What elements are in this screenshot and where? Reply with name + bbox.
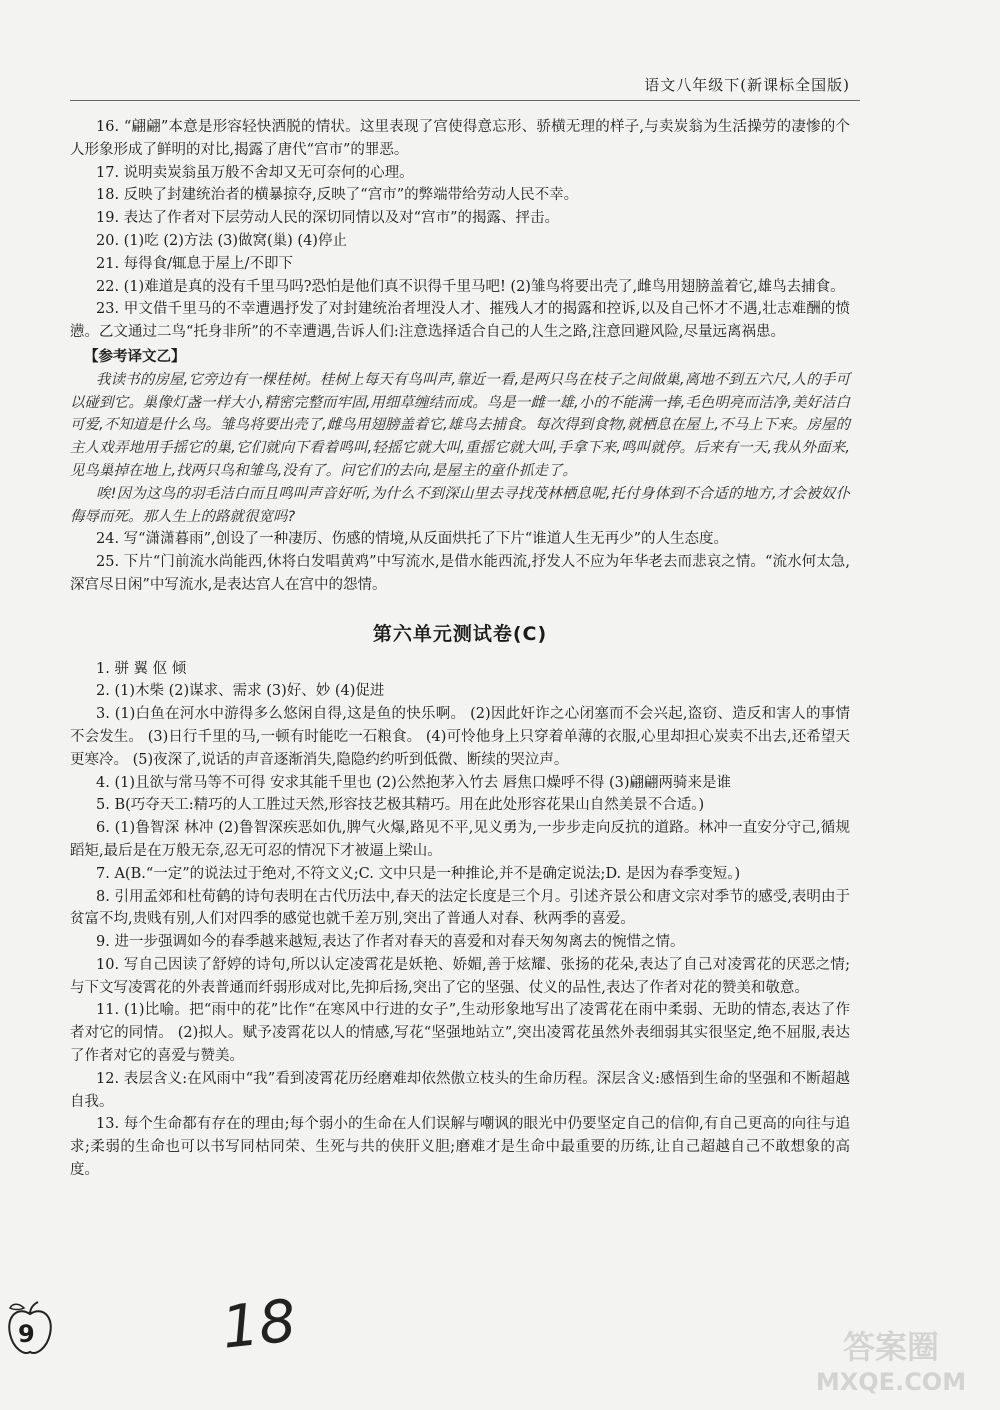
- watermark-logo: [796, 1322, 986, 1398]
- answer-item: 20. (1)吃 (2)方法 (3)做窝(巢) (4)停止: [96, 232, 347, 249]
- answer-item: 23. 甲文借千里马的不幸遭遇抒发了对封建统治者埋没人才、摧残人才的揭露和控诉,以及自己怀才不遇,壮志难酬的愤懑。乙文通过二鸟“托身非所”的不幸遭遇,告诉人们:注意选择适合自己的人生之路,注意回避风险,尽量远离祸患。: [70, 301, 850, 341]
- answer-item: 25. 下片“门前流水尚能西,休将白发唱黄鸡”中写流水,是借水能西流,抒发人不应为年华老去而悲哀之情。“流水何太急,深宫尽日闲”中写流水,是表达宫人在宫中的怨情。: [70, 554, 850, 593]
- answer-item: 2. (1)木柴 (2)谋求、需求 (3)好、妙 (4)促进: [96, 683, 385, 700]
- answer-item: 9. 进一步强调如今的春季越来越短,表达了作者对春天的喜爱和对春天匆匆离去的惋惜之情。: [96, 934, 685, 951]
- watermark-line1: 答案圈: [842, 1328, 940, 1366]
- answer-item: 19. 表达了作者对下层劳动人民的深切同情以及对“宫市”的揭露、抨击。: [96, 210, 559, 227]
- section-title: 第六单元测试卷(C): [372, 622, 548, 645]
- header-rule: [70, 100, 860, 101]
- answer-item: 24. 写“潇潇暮雨”,创设了一种凄厉、伤感的情境,从反面烘托了下片“谁道人生无再少”的人生态度。: [96, 531, 729, 548]
- answer-item: 21. 每得食/辄息于屋上/不即下: [96, 255, 293, 272]
- answer-item: 12. 表层含义:在风雨中“我”看到凌霄花历经磨难却依然傲立枝头的生命历程。深层含义:感悟到生命的坚强和不断超越自我。: [70, 1070, 850, 1110]
- answer-item: 6. (1)鲁智深 林冲 (2)鲁智深疾恶如仇,脾气火爆,路见不平,见义勇为,一步步走向反抗的道路。林冲一直安分守己,循规蹈矩,最后是在万般无奈,忍无可忍的情况下才被逼上梁山。: [70, 820, 850, 859]
- answer-item: 10. 写自己因读了舒婷的诗句,所以认定凌霄花是妖艳、娇媚,善于炫耀、张扬的花朵,表达了自己对凌霄花的厌恶之情;与下文写凌霄花的外表普通而纤弱形成对比,先抑后扬,突出了它的坚强、仗义的品性,表达了作者对花的赞美和敬意。: [70, 956, 850, 996]
- answer-item: 8. 引用孟郊和杜荀鹤的诗句表明在古代历法中,春天的法定长度是三个月。引述齐景公和唐文宗对季节的感受,表明由于贫富不均,贵贱有别,人们对四季的感觉也就千差万别,突出了普通人对春、秋两季的喜爱。: [70, 888, 850, 928]
- reference-paragraph: 我读书的房屋,它旁边有一棵桂树。桂树上每天有鸟叫声,靠近一看,是两只鸟在枝子之间做巢,离地不到五六尺,人的手可以碰到它。巢像灯盏一样大小,精密完整而牢固,用细草缠结而成。鸟是一雌一雄,小的不能满一捧,毛色明亮而洁净,美好洁白可爱,不知道是什么鸟。雏鸟将要出壳了,雌鸟用翅膀盖着它,雄鸟去捕食。每次得到食物,就栖息在屋上,不马上下来。房屋的主人戏弄地用手摇它的巢,它们就向下看着鸣叫,轻摇它就大叫,重摇它就大叫,手拿下来,鸣叫就停。后来有一天,我从外面来,见鸟巢掉在地上,找两只鸟和雏鸟,没有了。问它们的去向,是屋主的童仆抓走了。: [70, 371, 850, 479]
- answer-item: 7. A(B.“一定”的说法过于绝对,不符文义;C. 文中只是一种推论,并不是确定说法;D. 是因为春季变短。): [96, 865, 741, 882]
- watermark-line2: MXQE.COM: [815, 1368, 967, 1396]
- page-number: 9: [18, 1320, 35, 1348]
- answer-item: 1. 骈 翼 伛 倾: [96, 660, 187, 677]
- answer-item: 5. B(巧夺天工:精巧的人工胜过天然,形容技艺极其精巧。用在此处形容花果山自然美景不合适。): [96, 797, 705, 814]
- handwritten-note: 18: [218, 1286, 300, 1362]
- answer-item: 16. “翩翩”本意是形容轻快洒脱的情状。这里表现了宫使得意忘形、骄横无理的样子,与卖炭翁为生活操劳的凄惨的个人形象形成了鲜明的对比,揭露了唐代“宫市”的罪恶。: [70, 119, 850, 158]
- answer-content: [70, 116, 850, 1182]
- answer-item: 18. 反映了封建统治者的横暴掠夺,反映了“宫市”的弊端带给劳动人民不幸。: [96, 187, 579, 204]
- reference-paragraph: 唉!因为这鸟的羽毛洁白而且鸣叫声音好听,为什么不到深山里去寻找茂林栖息呢,托付身体到不合适的地方,才会被奴仆侮辱而死。那人生上的路就很宽吗?: [70, 485, 850, 525]
- running-header: 语文八年级下(新课标全国版): [644, 76, 850, 94]
- answer-item: 17. 说明卖炭翁虽万般不舍却又无可奈何的心理。: [96, 164, 414, 181]
- reference-translation-title: 【参考译文乙】: [84, 347, 186, 365]
- answer-item: 3. (1)白鱼在河水中游得多么悠闲自得,这是鱼的快乐啊。 (2)因此奸诈之心闭塞而不会兴起,盗窃、造反和害人的事情不会发生。 (3)日行千里的马,一顿有时能吃一石粮食。 (4)可怜他身上只穿着单薄的衣服,心里却担心炭卖不出去,还希望天更寒冷。 (5)夜深了,说话的声音逐渐消失,隐隐约约听到低微、断续的哭泣声。: [70, 706, 850, 768]
- answer-item: 13. 每个生命都有存在的理由;每个弱小的生命在人们误解与嘲讽的眼光中仍要坚定自己的信仰,有自己更高的向往与追求;柔弱的生命也可以书写同枯同荣、生死与共的侠肝义胆;磨难才是生命中最重要的历练,让自己超越自己不敢想象的高度。: [70, 1116, 850, 1179]
- answer-item: 22. (1)难道是真的没有千里马吗?恐怕是他们真不识得千里马吧! (2)雏鸟将要出壳了,雌鸟用翅膀盖着它,雄鸟去捕食。: [96, 278, 845, 295]
- answer-item: 11. (1)比喻。把“雨中的花”比作“在寒风中行进的女子”,生动形象地写出了凌霄花在雨中柔弱、无助的情态,表达了作者对它的同情。 (2)拟人。赋予凌霄花以人的情感,写花“坚强地站立”,突出凌霄花虽然外表细弱其实很坚定,绝不屈服,表达了作者对它的喜爱与赞美。: [70, 1002, 850, 1065]
- answer-item: 4. (1)且欲与常马等不可得 安求其能千里也 (2)公然抱茅入竹去 唇焦口燥呼不得 (3)翩翩两骑来是谁: [96, 774, 731, 791]
